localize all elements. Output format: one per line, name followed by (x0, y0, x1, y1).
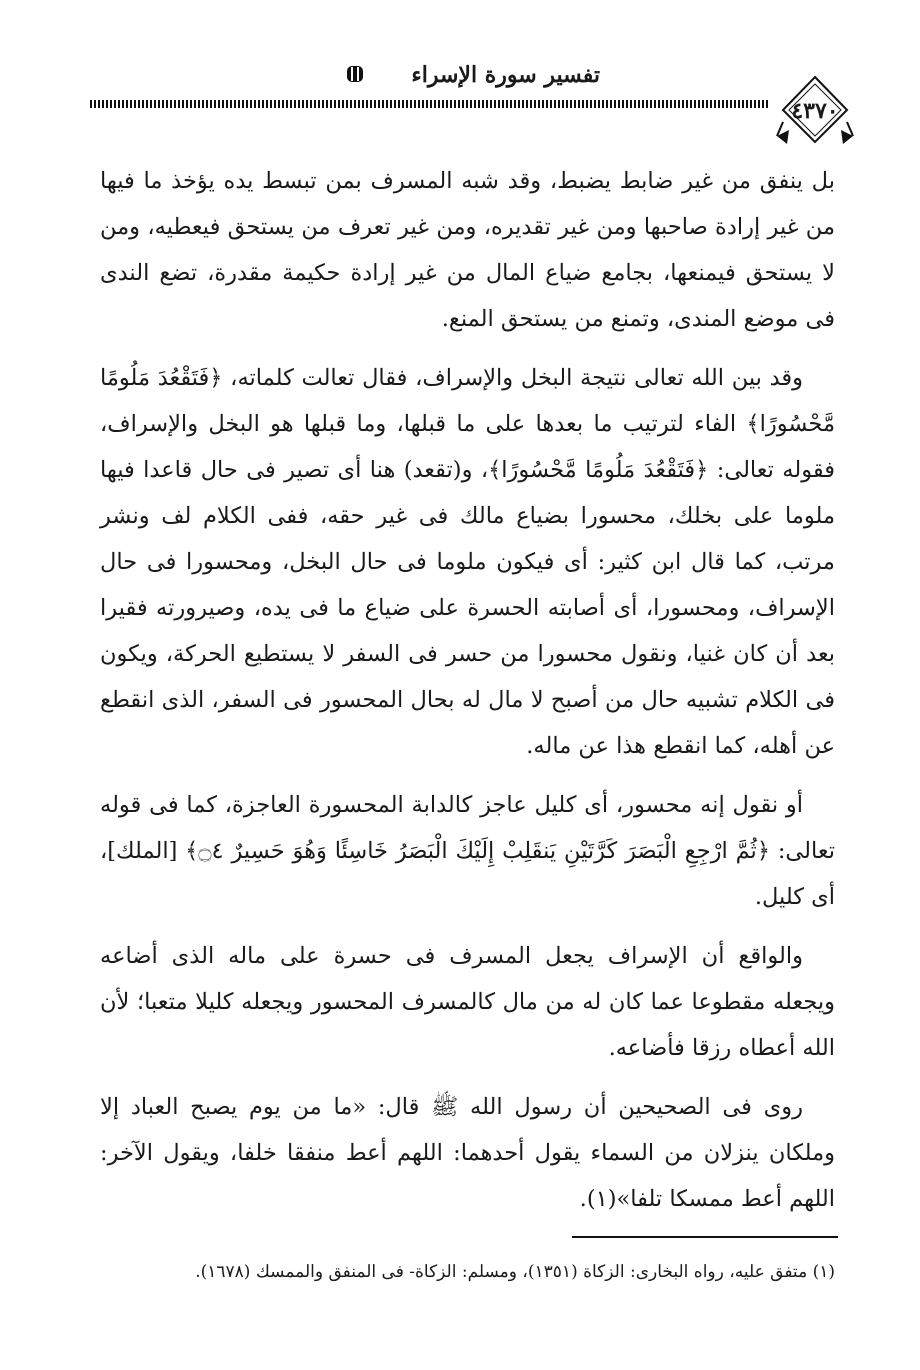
running-title: تفسير سورة الإسراء (411, 62, 600, 88)
footnote: (١) متفق عليه، رواه البخارى: الزكاة (١٣٥١)، ومسلم: الزكاة- فى المنفق والممسك (١٦٧٨). (195, 1262, 835, 1282)
header-rule (90, 100, 770, 108)
paragraph: بل ينفق من غير ضابط يضبط، وقد شبه المسرف بمن تبسط يده يؤخذ ما فيها من غير إرادة صاحبها ومن غير تقديره، ومن غير تعرف من يستحق فيعطيه، ومن لا يستحق فيمنعها، بجامع ضياع المال من غير إرادة حكيمة مقدرة، تضع الندى فى موضع المندى، وتمنع من يستحق المنع. (100, 168, 835, 332)
paragraph: أو نقول إنه محسور، أى كليل عاجز كالدابة المحسورة العاجزة، كما فى قوله تعالى: ﴿ثُمَّ ارْجِعِ الْبَصَرَ كَرَّتَيْنِ يَنقَلِبْ إِلَيْكَ الْبَصَرُ خَاسِئًا وَهُوَ حَسِيرٌ ۝٤﴾ [الملك]، أى كليل. (100, 792, 836, 910)
paragraph: والواقع أن الإسراف يجعل المسرف فى حسرة على ماله الذى أضاعه ويجعله مقطوعا عما كان له من مال كالمسرف المحسور ويجعله كليلا متعبا؛ لأن الله أعطاه رزقا فأضاعه. (100, 943, 835, 1061)
footnote-separator (572, 1236, 838, 1238)
page-number-badge (775, 72, 855, 162)
paragraph: وقد بين الله تعالى نتيجة البخل والإسراف، فقال تعالت كلماته، ﴿فَتَقْعُدَ مَلُومًا مَّحْسُورًا﴾ الفاء لترتيب ما بعدها على ما قبلها، وما قبلها هو البخل والإسراف، فقوله تعالى: ﴿فَتَقْعُدَ مَلُومًا مَّحْسُورًا﴾، و(تقعد) هنا أى تصير فى حال قاعدا فيها ملوما على بخلك، محسورا بضياع مالك فى غير حقه، ففى الكلام لف ونشر مرتب، كما قال ابن كثير: أى فيكون ملوما فى حال البخل، ومحسورا فى حال الإسراف، ومحسورا، أى أصابته الحسرة على ضياع ما فى يده، وصيرورته فقيرا بعد أن كان غنيا، ونقول محسورا من حسر فى السفر لا يستطيع الحركة، ويكون فى الكلام تشبيه حال من أصبح لا مال له بحال المحسور فى السفر، الذى انقطع عن أهله، كما انقطع هذا عن ماله. (100, 365, 835, 759)
main-text (100, 158, 835, 1235)
page-header (90, 52, 850, 142)
hadith-paragraph: روى فى الصحيحين أن رسول الله ﷺ قال: «ما من يوم يصبح العباد إلا وملكان ينزلان من السماء يقول أحدهما: اللهم أعط منفقا خلفا، ويقول الآخر: اللهم أعط ممسكا تلفا»(١). (100, 1094, 835, 1212)
ornament-icon (345, 64, 365, 84)
page-number: ٤٣٧٠ (791, 98, 839, 124)
